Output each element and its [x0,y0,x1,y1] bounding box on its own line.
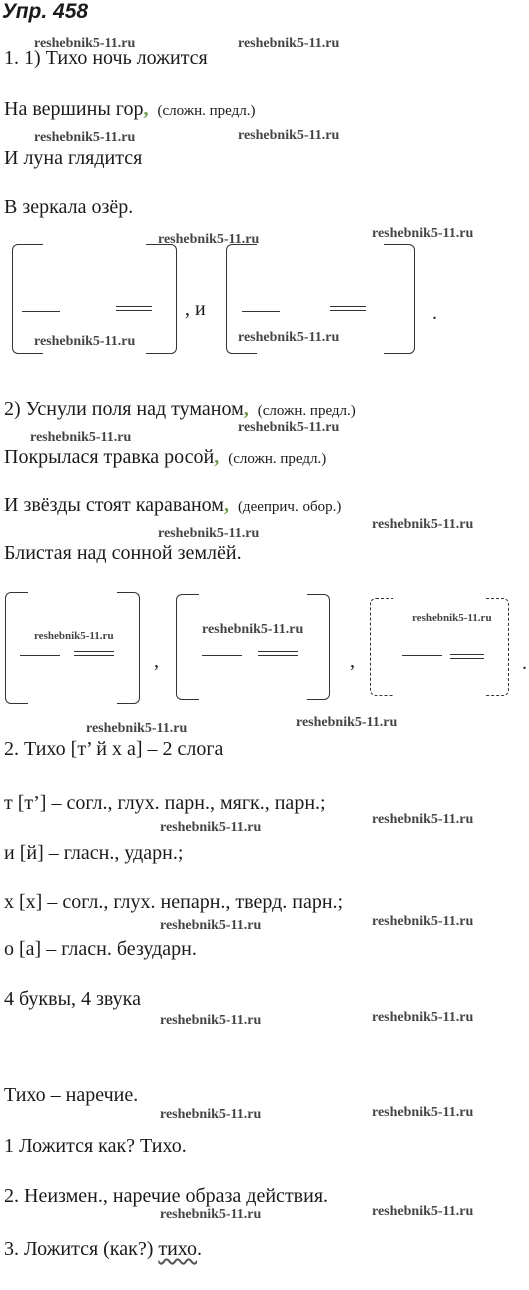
subject-line [402,655,442,656]
watermark: reshebnik5-11.ru [238,330,340,345]
watermark: reshebnik5-11.ru [160,918,262,933]
clause-bracket-close [117,592,140,704]
poem1-line2 [4,98,256,122]
poem2-line1-text: 2) Уснули поля над туманом [4,398,244,420]
clause-bracket-close [307,594,330,700]
watermark: reshebnik5-11.ru [86,721,188,736]
exercise-title: Упр. 458 [2,0,89,23]
adverbial-underlined-word: тихо [158,1238,198,1260]
annotation-note: (дееприч. обор.) [237,499,342,515]
participle-bracket-open [370,598,393,696]
morph-line4 [4,1238,202,1260]
watermark: reshebnik5-11.ru [372,1010,474,1025]
morph-line1: Тихо – наречие. [4,1084,139,1106]
morph-line2: 1 Ложится как? Тихо. [4,1135,187,1157]
clause-bracket-close [384,244,415,354]
watermark: reshebnik5-11.ru [372,1105,474,1120]
watermark: reshebnik5-11.ru [158,232,260,247]
scheme-end: . [432,302,437,324]
poem2-line2 [4,446,326,470]
predicate-line [74,651,114,656]
poem1-line1: 1. 1) Тихо ночь ложится [4,47,208,69]
watermark: reshebnik5-11.ru [238,128,340,143]
watermark: reshebnik5-11.ru [372,1204,474,1219]
punctuation-comma: , [223,494,229,516]
watermark: reshebnik5-11.ru [296,715,398,730]
watermark: reshebnik5-11.ru [238,420,340,435]
subject-line [22,311,60,312]
watermark: reshebnik5-11.ru [238,36,340,51]
scheme-end: . [522,652,527,674]
watermark: reshebnik5-11.ru [202,622,304,637]
phonetic-line6: 4 буквы, 4 звука [4,988,141,1010]
watermark: reshebnik5-11.ru [412,612,492,624]
watermark: reshebnik5-11.ru [160,1013,262,1028]
subject-line [242,311,280,312]
watermark: reshebnik5-11.ru [160,1207,262,1222]
predicate-line [450,654,484,659]
watermark: reshebnik5-11.ru [372,914,474,929]
clause-bracket-open [226,244,257,354]
watermark: reshebnik5-11.ru [34,130,136,145]
phonetic-line1: 2. Тихо [т’ й х а] – 2 слога [4,738,224,760]
watermark: reshebnik5-11.ru [160,1107,262,1122]
poem2-line1 [4,398,356,422]
annotation-note: (сложн. предл.) [257,403,356,419]
poem2-line2-text: Покрылася травка росой [4,446,215,468]
subject-line [20,655,60,656]
scheme-separator: , и [185,298,206,320]
scheme-separator: , [154,650,159,672]
phonetic-line2: т [т’] – согл., глух. парн., мягк., парн.; [4,792,326,814]
watermark: reshebnik5-11.ru [34,630,114,642]
annotation-note: (сложн. предл.) [157,103,256,119]
watermark: reshebnik5-11.ru [372,517,474,532]
clause-bracket-open [5,592,28,704]
punctuation-comma: , [243,398,249,420]
watermark: reshebnik5-11.ru [34,334,136,349]
clause-bracket-open [12,244,43,354]
period: . [197,1238,203,1260]
scheme-separator: , [350,650,355,672]
poem2-line4: Блистая над сонной землёй. [4,542,242,564]
watermark: reshebnik5-11.ru [372,812,474,827]
watermark: reshebnik5-11.ru [34,36,136,51]
watermark: reshebnik5-11.ru [158,526,260,541]
phonetic-line4: х [х] – согл., глух. непарн., тверд. парн.; [4,891,344,913]
clause-bracket-close [146,244,177,354]
predicate-line [116,306,152,311]
watermark: reshebnik5-11.ru [372,226,474,241]
watermark: reshebnik5-11.ru [30,430,132,445]
phonetic-line5: о [а] – гласн. безударн. [4,938,197,960]
poem2-line3 [4,494,341,518]
annotation-note: (сложн. предл.) [228,451,327,467]
punctuation-comma: , [143,98,149,120]
phonetic-line3: и [й] – гласн., ударн.; [4,842,184,864]
punctuation-comma: , [214,446,220,468]
watermark: reshebnik5-11.ru [160,820,262,835]
predicate-line [258,651,298,656]
poem1-line3: И луна глядится [4,147,143,169]
poem2-line3-text: И звёзды стоят караваном [4,494,224,516]
poem1-line2-text: На вершины гор [4,98,144,120]
predicate-line [330,306,366,311]
poem1-line4: В зеркала озёр. [4,196,134,218]
subject-line [202,655,242,656]
clause-bracket-open [176,594,199,700]
morph-line3: 2. Неизмен., наречие образа действия. [4,1185,329,1207]
morph-line4-text: 3. Ложится (как?) [4,1238,159,1260]
participle-bracket-close [486,598,509,696]
